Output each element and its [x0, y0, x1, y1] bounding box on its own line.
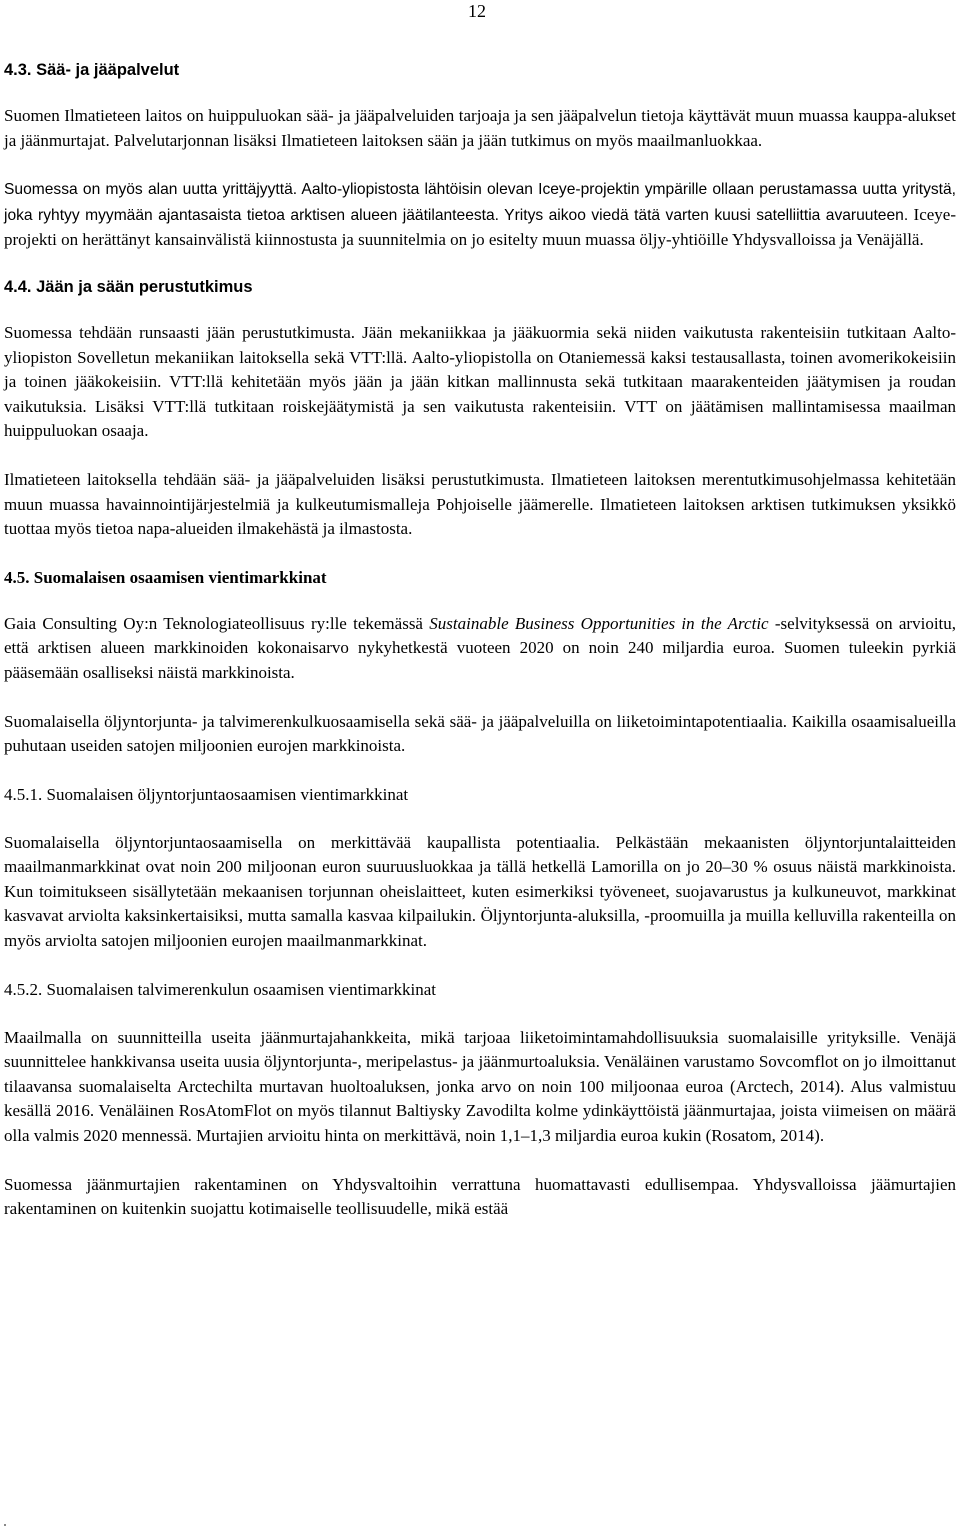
paragraph-oljyntorjunta: Suomalaisella öljyntorjuntaosaamisella on merkittävää kaupallista potentiaalia. Pelkästään mekaanisten öljyntorjuntalaitteiden maailmanmarkkinat ovat noin 200 miljoonan euron suuruusluokkaa ja tällä hetkellä Lamorilla on jo 20–30 % osuus näistä markkinoista. Kun toimitukseen sisällytetään mekaanisen torjunnan oheislaitteet, kuten esimerkiksi työveneet, suojavarustus ja kulkuneuvot, markkinat kasvavat arviolta kaksinkertaisiksi, mutta samalla kasvaa kilpailukin. Öljyntorjunta-aluksilla, -proomuilla ja muilla kelluvilla rakenteilla on myös arviolta satojen miljoonien eurojen maailmanmarkkinat. — [4, 832, 956, 951]
section-heading-4-5-1: 4.5.1. Suomalaisen öljyntorjuntaosaamisen vientimarkkinat — [4, 784, 409, 804]
paragraph-liiketoimintapotentiaali: Suomalaisella öljyntorjunta- ja talvimerenkulkuosaamisella sekä sää- ja jääpalveluilla on liiketoimintapotentiaalia. Kaikilla osaamisalueilla puhutaan useiden satojen miljoonien eurojen markkinoista. — [4, 711, 956, 756]
paragraph-gaia-part-b: -selvityksessä on arvioitu, että arktisen alueen markkinoiden kokonaisarvo nykyhetkestä vuoteen 2020 on noin 240 miljardia euroa. Suomen tuleekin pyrkiä pääsemään osalliseksi näistä markkinoista. — [4, 613, 957, 682]
paragraph-jaan-perustutkimus: Suomessa tehdään runsaasti jään perustutkimusta. Jään mekaniikkaa ja jääkuormia sekä niiden vaikutusta rakenteisiin tutkitaan Aalto-yliopiston Sovelletun mekaniikan laitoksella sekä VTT:llä. Aalto-yliopistolla on Otaniemessä kaksi testausallasta, toinen avomerikokeisiin ja toinen jääkokeisiin. VTT:llä kehitetään myös jään ja jään kitkan mallinnusta sekä tutkitaan maarakenteiden jäätymisen ja roudan vaikutuksia. Lisäksi VTT:llä tutkitaan roiskejäätymistä ja sen vaikutusta rakenteisiin. VTT on jäätämisen mallintamisessa maailman huippuluokan osaaja. — [4, 322, 956, 441]
paragraph-gaia-part-a: Gaia Consulting Oy:n Teknologiateollisuus ry:lle tekemässä — [4, 613, 430, 633]
paragraph-gaia-consulting — [4, 612, 956, 686]
section-heading-4-5: 4.5. Suomalaisen osaamisen vientimarkkinat — [4, 567, 327, 587]
section-heading-4-3: 4.3. Sää- ja jääpalvelut — [4, 61, 180, 79]
report-title-italic: Sustainable Business Opportunities in the Arctic — [429, 613, 769, 633]
section-heading-4-4: 4.4. Jään ja sään perustutkimus — [4, 277, 253, 296]
paragraph-iceye — [4, 177, 956, 253]
paragraph-ilmatieteen-perustutkimus: Ilmatieteen laitoksella tehdään sää- ja jääpalveluiden lisäksi perustutkimusta. Ilmatieteen laitoksen merentutkimusohjelmassa kehitetään muun muassa havainnointijärjestelmiä ja kulkeutumismalleja Pohjoiselle jäämerelle. Ilmatieteen laitoksen arktisen tutkimuksen yksikkö tuottaa myös tietoa napa-alueiden ilmakehästä ja ilmastosta. — [4, 469, 956, 539]
paragraph-ilmatieteen-laitos: Suomen Ilmatieteen laitos on huippuluokan sää- ja jääpalveluiden tarjoaja ja sen jääpalvelun tietoja käyttävät muun muassa kauppa-alukset ja jäänmurtajat. Palvelutarjonnan lisäksi Ilmatieteen laitoksen sään ja jään tutkimus on myös maailmanluokkaa. — [4, 106, 956, 150]
footer-mark — [4, 1524, 6, 1526]
section-heading-4-5-2: 4.5.2. Suomalaisen talvimerenkulun osaamisen vientimarkkinat — [4, 979, 436, 999]
document-body — [4, 58, 956, 1246]
paragraph-jaanmurtajahankkeet: Maailmalla on suunnitteilla useita jäänmurtajahankkeita, mikä tarjoaa liiketoimintamahdollisuuksia suomalaisille yrityksille. Venäjä suunnittelee hankkivansa useita uusia öljyntorjunta-, meripelastus- ja jäänmurtoaluksia. Venäläinen varustamo Sovcomflot on jo ilmoittanut tilaavansa suomalaiselta Arctechilta murtavan huoltoaluksen, jonka arvo on noin 100 miljoonaa euroa (Arctech, 2014). Alus valmistuu kesällä 2016. Venäläinen RosAtomFlot on myös tilannut Baltiysky Zavodilta kolme ydinkäyttöistä jäänmurtajaa, joista viimeisen on määrä olla valmis 2020 mennessä. Murtajien arvioitu hinta on merkittävä, noin 1,1–1,3 miljardia euroa kukin (Rosatom, 2014). — [4, 1027, 956, 1146]
page-number: 12 — [468, 1, 486, 21]
paragraph-yhdysvallat: Suomessa jäänmurtajien rakentaminen on Yhdysvaltoihin verrattuna huomattavasti edullisempaa. Yhdysvalloissa jäämurtajien rakentaminen on kuitenkin suojattu kotimaiselle teollisuudelle, mikä estää — [4, 1174, 956, 1219]
paragraph-iceye-part-a: Suomessa on myös alan uutta yrittäjyyttä. Aalto-yliopistosta lähtöisin olevan Iceye-projektin ympärille ollaan perustamassa uutta yritystä, joka ryhtyy myymään ajantasaista tietoa arktisen alueen jäätilanteesta. Yritys aikoo viedä tätä varten kuusi satelliittia avaruuteen. — [4, 181, 956, 224]
paragraph-iceye-part-b: Iceye-projekti on herättänyt kansainvälistä kiinnostusta ja suunnitelmia on jo esitelty muun muassa öljy-yhtiöille Yhdysvalloissa ja Venäjällä. — [4, 204, 956, 250]
